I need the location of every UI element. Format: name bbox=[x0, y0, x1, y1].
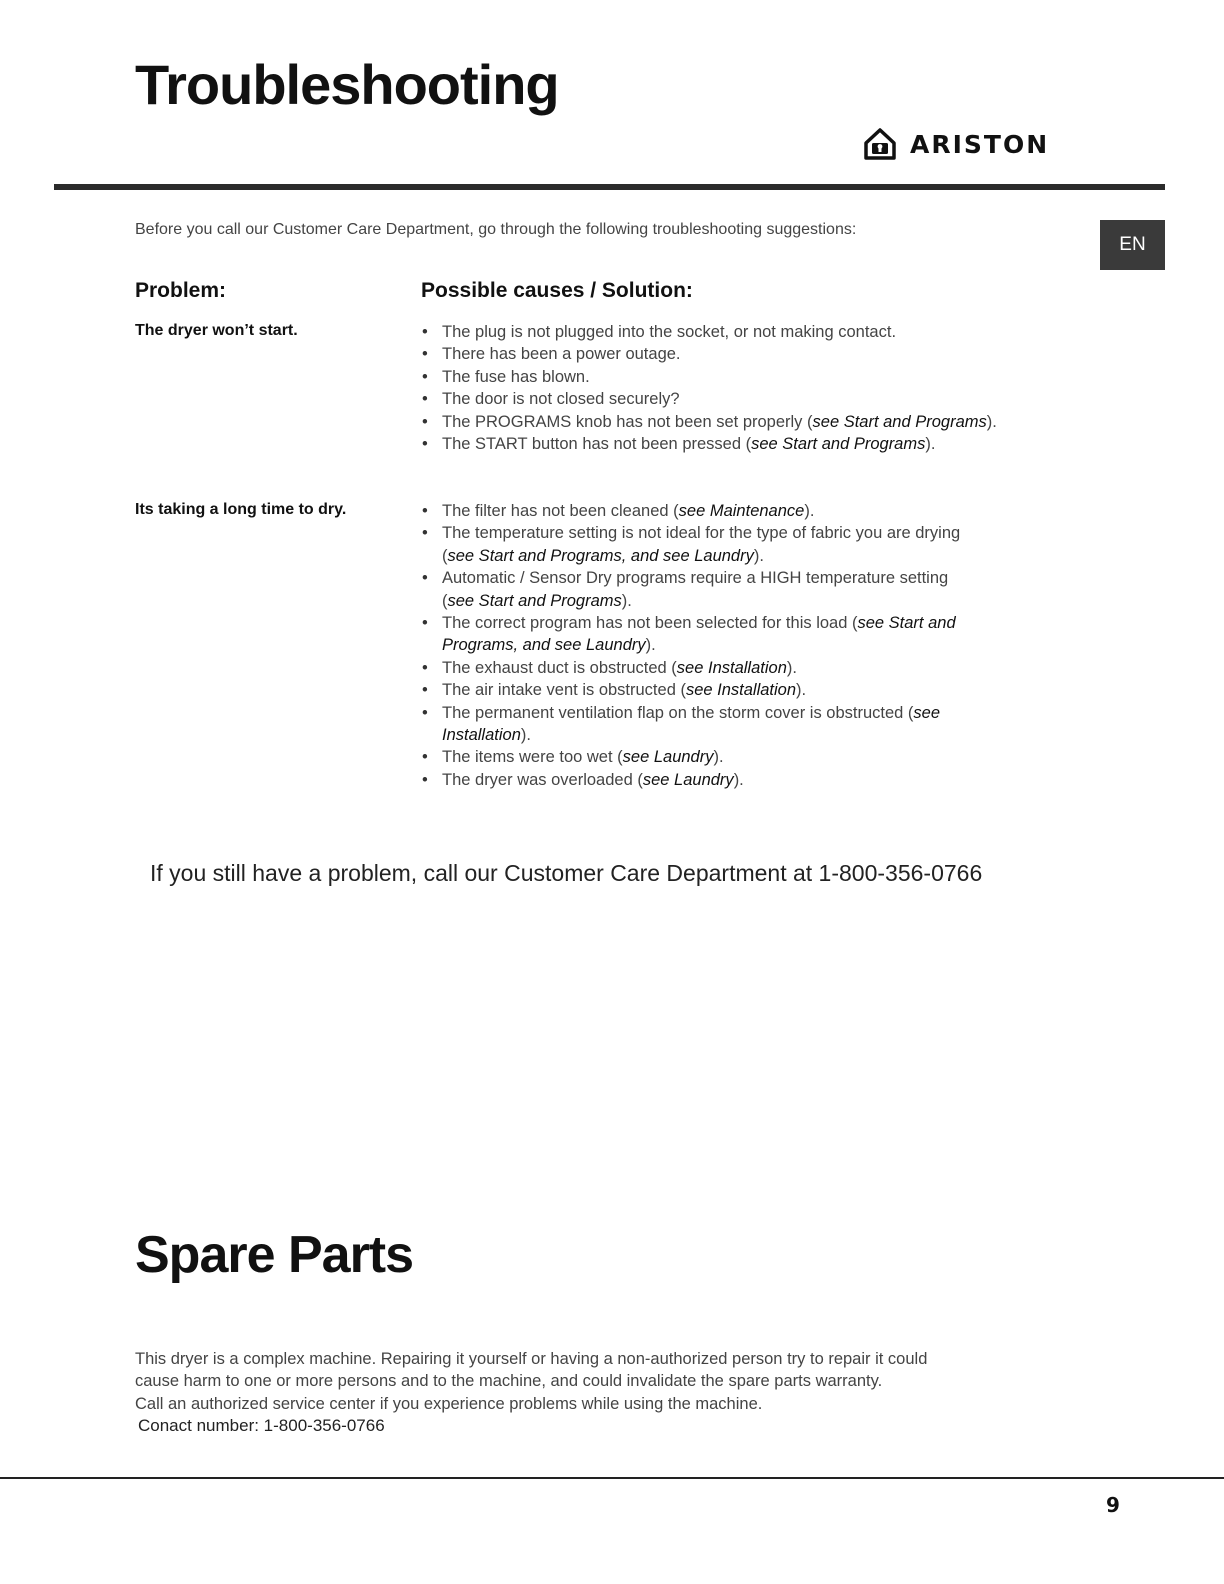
list-item: • The door is not closed securely? bbox=[421, 388, 1061, 410]
cross-reference: see Start and Programs, and see Laundry bbox=[447, 546, 754, 565]
list-item: • Automatic / Sensor Dry programs require a HIGH temperature setting (see Start and Programs). bbox=[421, 567, 1061, 612]
page-number: 9 bbox=[1106, 1493, 1120, 1517]
cross-reference: see Start and Programs bbox=[812, 412, 987, 431]
cross-reference: see Maintenance bbox=[678, 502, 805, 520]
list-item: • The items were too wet (see Laundry). bbox=[421, 746, 1061, 768]
header-divider bbox=[54, 184, 1165, 190]
cross-reference: see bbox=[913, 703, 941, 722]
list-item: • The exhaust duct is obstructed (see Installation). bbox=[421, 657, 1061, 679]
brand-name: ARISTON bbox=[910, 129, 1050, 159]
list-item: • The plug is not plugged into the socket, or not making contact. bbox=[421, 321, 1061, 343]
solution-column-heading: Possible causes / Solution: bbox=[421, 279, 693, 302]
list-item: • The filter has not been cleaned (see Maintenance). bbox=[421, 500, 1061, 522]
spare-parts-body bbox=[135, 1348, 1035, 1415]
problem-label: The dryer won’t start. bbox=[135, 322, 298, 339]
list-item: • The START button has not been pressed (see Start and Programs). bbox=[421, 433, 1061, 455]
cross-reference: see Installation bbox=[685, 681, 797, 700]
ariston-house-logo-icon bbox=[862, 127, 898, 161]
brand-logo bbox=[862, 124, 1049, 164]
cross-reference: see Laundry bbox=[622, 748, 714, 767]
list-item: • The air intake vent is obstructed (see Installation). bbox=[421, 679, 1061, 701]
cause-list bbox=[421, 321, 1061, 455]
list-item: • The correct program has not been selected for this load (see Start and Programs, and see Laundry). bbox=[421, 612, 1061, 657]
cross-reference: see Start and Programs bbox=[751, 435, 926, 454]
footer-divider bbox=[0, 1477, 1224, 1479]
cause-list bbox=[421, 500, 1061, 791]
cross-reference: see Laundry bbox=[642, 770, 734, 789]
list-item: • The dryer was overloaded (see Laundry). bbox=[421, 769, 1061, 791]
list-item: • The fuse has blown. bbox=[421, 366, 1061, 388]
body-line: cause harm to one or more persons and to the machine, and could invalidate the spare parts warranty. bbox=[135, 1372, 883, 1391]
customer-care-callout: If you still have a problem, call our Customer Care Department at 1-800-356-0766 bbox=[150, 860, 983, 886]
problem-column-heading: Problem: bbox=[135, 279, 227, 302]
page-title: Troubleshooting bbox=[135, 53, 559, 116]
section-title: Spare Parts bbox=[135, 1226, 414, 1284]
cross-reference: see Start and Programs bbox=[447, 591, 622, 610]
intro-text: Before you call our Customer Care Department, go through the following troubleshooting suggestions: bbox=[135, 221, 857, 238]
language-tab: EN bbox=[1100, 220, 1165, 270]
problem-label: Its taking a long time to dry. bbox=[135, 501, 347, 518]
list-item: • The permanent ventilation flap on the storm cover is obstructed (see Installation). bbox=[421, 702, 1061, 747]
body-line: Call an authorized service center if you experience problems while using the machine. bbox=[135, 1394, 763, 1413]
cross-reference: see Installation bbox=[676, 658, 787, 677]
body-line: This dryer is a complex machine. Repairing it yourself or having a non-authorized person try to repair it could bbox=[135, 1350, 928, 1368]
cross-reference: Programs, and see Laundry bbox=[442, 636, 646, 655]
list-item: • The PROGRAMS knob has not been set properly (see Start and Programs). bbox=[421, 411, 1061, 433]
cross-reference: Installation bbox=[442, 726, 521, 745]
list-item: • There has been a power outage. bbox=[421, 343, 1061, 365]
contact-number: Conact number: 1-800-356-0766 bbox=[138, 1416, 385, 1435]
list-item: • The temperature setting is not ideal for the type of fabric you are drying (see Start and Programs, and see Laundry). bbox=[421, 522, 1061, 567]
cross-reference: see Start and bbox=[857, 614, 956, 633]
